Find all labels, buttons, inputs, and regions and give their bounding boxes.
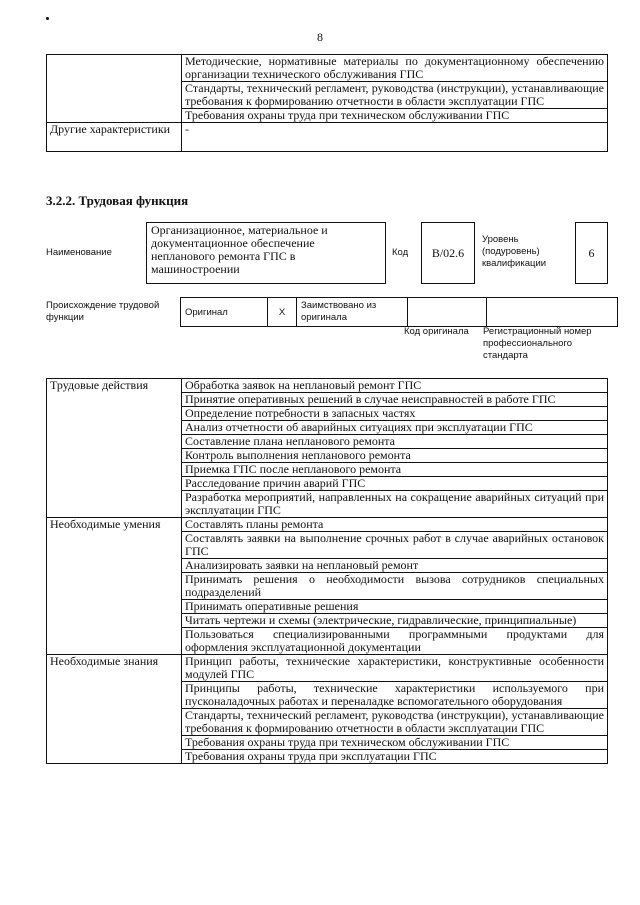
- empty-label-cell: [47, 55, 182, 123]
- table-row: [47, 55, 608, 82]
- section-label-skills: Необходимые умения: [47, 518, 182, 655]
- table-cell: Составлять планы ремонта: [182, 518, 608, 532]
- original-code-cell: [408, 298, 487, 327]
- table-cell: Обработка заявок на неплановый ремонт ГПС: [182, 379, 608, 393]
- table-cell: Требования охраны труда при техническом обслуживании ГПС: [182, 736, 608, 750]
- function-name-box: Организационное, материальное и документационное обеспечение непланового ремонта ГПС в машиностроении: [146, 222, 386, 284]
- registration-number-cell: [487, 298, 618, 327]
- other-characteristics-label: Другие характеристики: [47, 123, 182, 152]
- table-cell: Принцип работы, технические характеристики, конструктивные особенности модулей ГПС: [182, 655, 608, 682]
- level-label: Уровень (подуровень) квалификации: [482, 234, 547, 269]
- table-cell: Стандарты, технический регламент, руководства (инструкции), устанавливающие требования к формированию отчетности в области эксплуатации ГПС: [182, 709, 608, 736]
- section-label-actions: Трудовые действия: [47, 379, 182, 518]
- top-characteristics-table: [46, 54, 608, 152]
- table-cell: Принимать решения о необходимости вызова сотрудников специальных подразделений: [182, 573, 608, 600]
- table-cell: Составлять заявки на выполнение срочных работ в случае аварийных остановок ГПС: [182, 532, 608, 559]
- original-mark: X: [268, 298, 297, 327]
- qualification-level-box: 6: [575, 222, 608, 284]
- scan-dot: [46, 17, 49, 20]
- code-label: Код: [392, 247, 409, 258]
- table-cell: Требования охраны труда при эксплуатации ГПС: [182, 750, 608, 764]
- origin-table: [180, 297, 618, 327]
- borrowed-cell: Заимствовано из оригинала: [297, 298, 408, 327]
- table-cell: Пользоваться специализированными программными продуктами для оформления эксплуатационной документации: [182, 628, 608, 655]
- table-cell: Разработка мероприятий, направленных на сокращение аварийных ситуаций при эксплуатации ГПС: [182, 491, 608, 518]
- table-cell: Приемка ГПС после непланового ремонта: [182, 463, 608, 477]
- page-number: 8: [317, 30, 323, 44]
- table-cell: Принимать оперативные решения: [182, 600, 608, 614]
- function-code-box: B/02.6: [421, 222, 475, 284]
- original-cell: Оригинал: [181, 298, 268, 327]
- name-label: Наименование: [46, 247, 112, 258]
- table-row: [47, 518, 608, 532]
- table-cell: Анализировать заявки на неплановый ремонт: [182, 559, 608, 573]
- table-cell: Требования охраны труда при техническом обслуживании ГПС: [182, 109, 608, 123]
- table-row: [181, 298, 618, 327]
- table-row: [47, 379, 608, 393]
- table-cell: Читать чертежи и схемы (электрические, гидравлические, принципиальные): [182, 614, 608, 628]
- section-title: 3.2.2. Трудовая функция: [46, 193, 189, 208]
- table-cell: Контроль выполнения непланового ремонта: [182, 449, 608, 463]
- table-row: [47, 123, 608, 152]
- table-cell: Анализ отчетности об аварийных ситуациях при эксплуатации ГПС: [182, 421, 608, 435]
- table-cell: Расследование причин аварий ГПС: [182, 477, 608, 491]
- table-cell: Стандарты, технический регламент, руководства (инструкции), устанавливающие требования к формированию отчетности в области эксплуатации ГПС: [182, 82, 608, 109]
- original-code-label: Код оригинала: [404, 326, 469, 337]
- table-cell: Принятие оперативных решений в случае неисправностей в работе ГПС: [182, 393, 608, 407]
- table-cell: Определение потребности в запасных частях: [182, 407, 608, 421]
- labor-function-table: [46, 378, 608, 764]
- table-cell: Методические, нормативные материалы по документационному обеспечению организации технического обслуживания ГПС: [182, 55, 608, 82]
- table-cell: Принципы работы, технические характеристики используемого при пусконаладочных работах и переналадке вспомогательного оборудования: [182, 682, 608, 709]
- table-cell: Составление плана непланового ремонта: [182, 435, 608, 449]
- section-label-knowledge: Необходимые знания: [47, 655, 182, 764]
- table-row: [47, 655, 608, 682]
- other-characteristics-value: -: [182, 123, 608, 152]
- origin-label: Происхождение трудовой функции: [46, 300, 160, 323]
- registration-number-label: Регистрационный номер профессионального стандарта: [483, 326, 592, 361]
